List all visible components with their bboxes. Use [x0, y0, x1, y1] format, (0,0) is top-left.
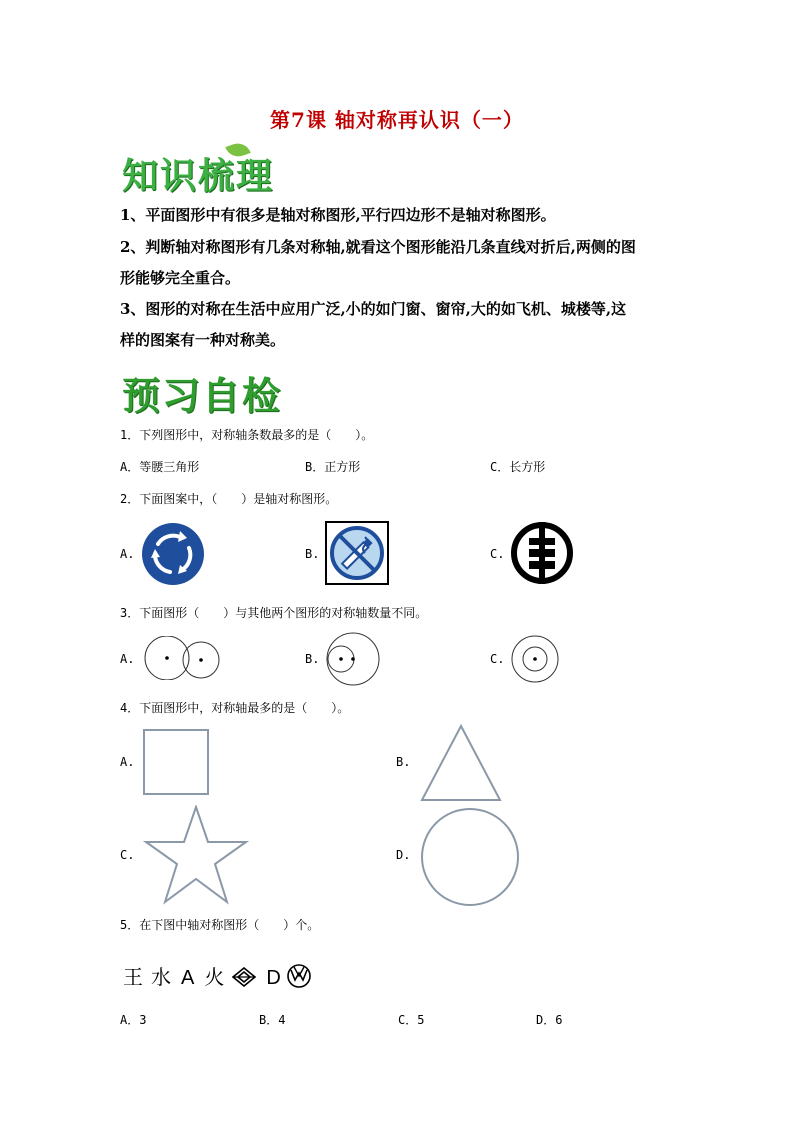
q5-symbol-wang: 王: [123, 965, 143, 989]
q4-option-c[interactable]: C.: [120, 848, 135, 862]
page-title: 第7课 轴对称再认识（一）: [270, 108, 524, 132]
question-3: 3．下面图形（ ）与其他两个图形的对称轴数量不同。: [120, 606, 428, 620]
bank-logo-icon: [509, 520, 575, 590]
roundabout-sign-icon: [140, 522, 206, 590]
q4-option-d[interactable]: D.: [396, 848, 411, 862]
q5-option-b[interactable]: B．4: [259, 1013, 286, 1027]
q5-symbols-row: [123, 961, 311, 990]
question-4: 4．下面图形中，对称轴最多的是（ ）。: [120, 701, 350, 715]
vw-logo-icon: [287, 964, 311, 988]
q5-symbol-huo: 火: [204, 965, 225, 989]
q5-symbol-d: D: [266, 967, 281, 989]
concentric-circles-icon: [511, 635, 559, 687]
q5-option-a[interactable]: A．3: [120, 1013, 147, 1027]
question-1: 1．下列图形中，对称轴条数最多的是（ ）。: [120, 428, 374, 442]
preview-banner: 预习自检: [122, 374, 283, 418]
q1-option-b[interactable]: B．正方形: [305, 460, 361, 474]
q2-option-a[interactable]: A.: [120, 547, 135, 561]
q3-option-a[interactable]: A.: [120, 652, 135, 666]
diamond-logo-icon: [232, 967, 256, 987]
q3-option-b[interactable]: B.: [305, 652, 320, 666]
knowledge-point-1: 1、平面图形中有很多是轴对称图形,平行四边形不是轴对称图形。: [120, 206, 556, 224]
triangle-icon: [420, 724, 502, 806]
question-2: 2．下面图案中，（ ）是轴对称图形。: [120, 492, 338, 506]
q4-option-a[interactable]: A.: [120, 755, 135, 769]
knowledge-point-2-cont: 形能够完全重合。: [120, 269, 241, 287]
q3-option-c[interactable]: C.: [490, 652, 505, 666]
q2-option-c[interactable]: C.: [490, 547, 505, 561]
q4-option-b[interactable]: B.: [396, 755, 411, 769]
square-icon: [143, 729, 209, 799]
knowledge-banner: 知识梳理: [122, 156, 275, 197]
knowledge-point-3: 3、图形的对称在生活中应用广泛,小的如门窗、窗帘,大的如飞机、城楼等,这: [120, 300, 627, 318]
q1-option-c[interactable]: C．长方形: [490, 460, 546, 474]
circle-icon: [420, 807, 520, 911]
q2-option-b[interactable]: B.: [305, 547, 320, 561]
q1-option-a[interactable]: A．等腰三角形: [120, 460, 200, 474]
star-icon: [143, 805, 249, 909]
no-smoking-sign-icon: [325, 521, 389, 589]
q5-symbol-shui: 水: [151, 965, 171, 989]
q5-symbol-a: A: [181, 967, 195, 989]
internally-tangent-circles-icon: [326, 632, 380, 690]
two-intersecting-circles-icon: [142, 636, 222, 684]
knowledge-point-2: 2、判断轴对称图形有几条对称轴,就看这个图形能沿几条直线对折后,两侧的图: [120, 238, 636, 256]
q5-option-d[interactable]: D．6: [536, 1013, 563, 1027]
question-5: 5．在下图中轴对称图形（ ）个。: [120, 918, 320, 932]
knowledge-point-3-cont: 样的图案有一种对称美。: [120, 331, 286, 349]
q5-option-c[interactable]: C．5: [398, 1013, 425, 1027]
